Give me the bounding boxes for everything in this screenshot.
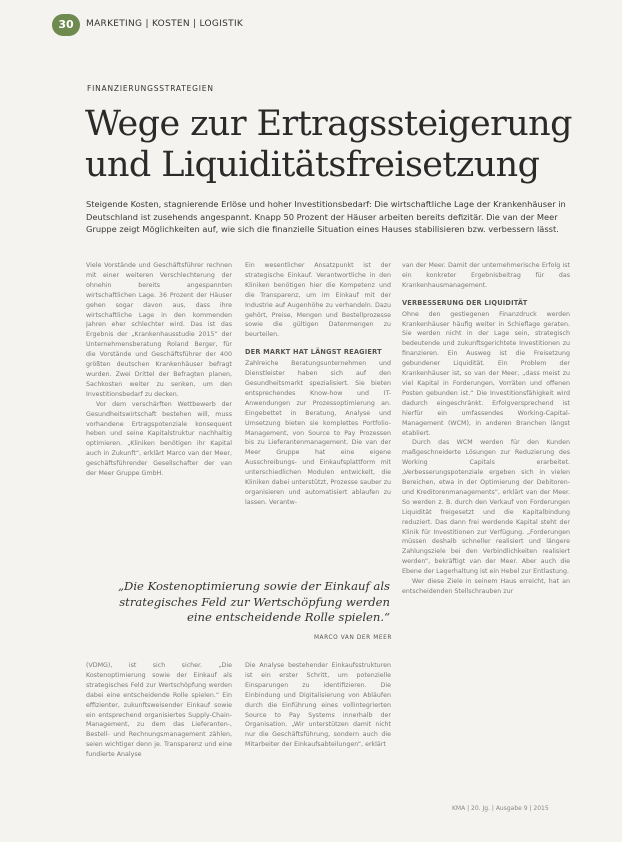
- pull-quote: „Die Kostenoptimierung sowie der Einkauf als strategisches Feld zur Wertschöpfung werden eine entscheidende Rolle spielen.“: [118, 579, 390, 624]
- text-column-3: [402, 261, 570, 781]
- text-column-5: [245, 661, 391, 801]
- pull-quote-author: MARCO VAN DER MEER: [313, 635, 392, 641]
- paragraph: Durch das WCM werden für den Kunden maßgeschneiderte Lösungen zur Reduzierung des Working Capitals erarbeitet. „Verbesserungspotenziale ergeben sich in vielen Bereichen, etwa in der Optimierung der Debitoren- und Kreditorenmanagements“, erklärt van der Meer. So werden z. B. durch den Verkauf von Forderungen Liquidität freigesetzt und die Kapitalbindung reduziert. Das dann frei werdende Kapital steht der Klinik für Investitionen zur Verfügung. „Forderungen müssen deshalb schneller realisiert und längere Zahlungsziele bei den Verbindlichkeiten realisiert werden“, bekräftigt van der Meer. Aber auch die Ebene der Lagerhaltung ist ein Hebel zur Entlastung.: [402, 439, 570, 576]
- article-lead: Steigende Kosten, stagnierende Erlöse und hoher Investitionsbedarf: Die wirtschaftliche Lage der Krankenhäuser in Deutschland ist zusehends angespannt. Knapp 50 Prozent der Häuser arbeiten bereits defizitär. Die van der Meer Gruppe zeigt Möglichkeiten auf, wie sich die finanzielle Situation eines Hauses stabilisieren bzw. verbessern lässt.: [86, 199, 566, 234]
- subheading-liquidity: VERBESSERUNG DER LIQUIDITÄT: [402, 298, 528, 307]
- text-column-1: [86, 261, 232, 553]
- paragraph: Viele Vorstände und Geschäftsführer rechnen mit einer weiteren Verschlechterung der ohnehin bereits angespannten wirtschaftlichen Lage. 36 Prozent der Häuser gehen sogar davon aus, dass ihre wirtschaftliche Lage in den kommenden Jahren eher schlechter wird. Das ist das Ergebnis der „Krankenhausstudie 2015“ der Unternehmensberatung Roland Berger, für die Vorstände und Geschäftsführer der 400 größten deutschen Krankenhäuser befragt wurden. Zwei Drittel der Befragten planen, Sachkosten weiter zu senken, um den Investitionsbedarf zu decken.: [86, 262, 232, 398]
- paragraph: Ein wesentlicher Ansatzpunkt ist der strategische Einkauf. Verantwortliche in den Kliniken benötigen hier die Kompetenz und die Transparenz, um im Einkauf mit der Industrie auf Augenhöhe zu verhandeln. Dazu gehört, Preise, Mengen und Bestellprozesse sowie die gültigen Datenmengen zu beurteilen.: [245, 262, 391, 339]
- text-column-2: [245, 261, 391, 563]
- page-footer: KMA | 20. Jg. | Ausgabe 9 | 2015: [452, 805, 549, 812]
- paragraph: Vor dem verschärften Wettbewerb der Gesundheitswirtschaft bestehen will, muss vorhandene Ertragspotenziale konsequent heben und seine Kapitalstruktur nachhaltig optimieren. „Kliniken benötigen ihr Kapital auch in Zukunft“, erklärt Marco van der Meer, geschäftsführender Gesellschafter der van der Meer Gruppe GmbH.: [86, 400, 232, 478]
- paragraph: Wer diese Ziele in seinem Haus erreicht, hat an entscheidenden Stellschrauben zur: [402, 578, 570, 595]
- paragraph: Zahlreiche Beratungsunternehmen und Dienstleister haben sich auf den Gesundheitsmarkt spezialisiert. Sie bieten entsprechendes Know-how und IT-Anwendungen zur Prozessoptimierung an. Eingebettet in Beratung, Analyse und Umsetzung bieten sie komplettes Portfolio-Management, von Source to Pay Prozessen bis zu Lieferantenmanagement. Die van der Meer Gruppe hat eine eigene Ausschreibungs- und Einkaufsplattform mit unterschiedlichen Modulen entwickelt, die Kliniken dabei unterstützt, Prozesse sauber zu organisieren und automatisiert ablaufen zu lassen. Verantw-: [245, 360, 391, 506]
- paragraph: Ohne den gestiegenen Finanzdruck werden Krankenhäuser häufig weiter in Schieflage geraten. Sie werden nicht in der Lage sein, strategisch bedeutende und zukunftsgerichtete Investitionen zu finanzieren. Ein Ausweg ist die Freisetzung gebundener Liquidität. Ein Problem der Krankenhäuser ist, so van der Meer, „dass meist zu viel Kapital in Forderungen, Vorräten und offenen Posten gebunden ist.“ Die Investitionsfähigkeit wird dadurch eingeschränkt. Erfolgversprechend ist hierfür ein umfassendes Working-Capital-Management (WCM), in anderen Branchen längst etabliert.: [402, 310, 570, 437]
- text-column-4: [86, 661, 232, 801]
- subheading-market: DER MARKT HAT LÄNGST REAGIERT: [245, 348, 382, 357]
- section-label: MARKETING | KOSTEN | LOGISTIK: [86, 19, 244, 29]
- paragraph: van der Meer. Damit der unternehmerische Erfolg ist ein konkreter Ergebnisbeitrag für das Krankenhausmanagement.: [402, 262, 570, 289]
- article-kicker: FINANZIERUNGSSTRATEGIEN: [87, 84, 214, 93]
- paragraph: (VDMG), ist sich sicher. „Die Kostenoptimierung sowie der Einkauf als strategisches Feld zur Wertschöpfung werden dabei eine entscheidende Rolle spielen.“ Ein effizienter, zukunftsweisender Einkauf sowie ein entsprechend organisiertes Supply-Chain-Management, zu dem das Lieferanten-, Bestell- und Rechnungsmanagement zählen, seien wichtiger denn je. Transparenz und eine fundierte Analyse: [86, 662, 232, 759]
- article-title: Wege zur Ertragssteigerung und Liquiditätsfreisetzung: [85, 104, 572, 185]
- paragraph: Die Analyse bestehender Einkaufsstrukturen ist ein erster Schritt, um potenzielle Einsparungen zu identifizieren. Die Einbindung und Digitalisierung von Abläufen durch die Einführung eines vollintegrierten Source to Pay Systems innerhalb der Organisation. „Wir unterstützen damit nicht nur die Geschäftsführung, sondern auch die Mitarbeiter der Einkaufsabteilungen“, erklärt: [245, 662, 391, 749]
- page-number-badge: 30: [52, 14, 80, 36]
